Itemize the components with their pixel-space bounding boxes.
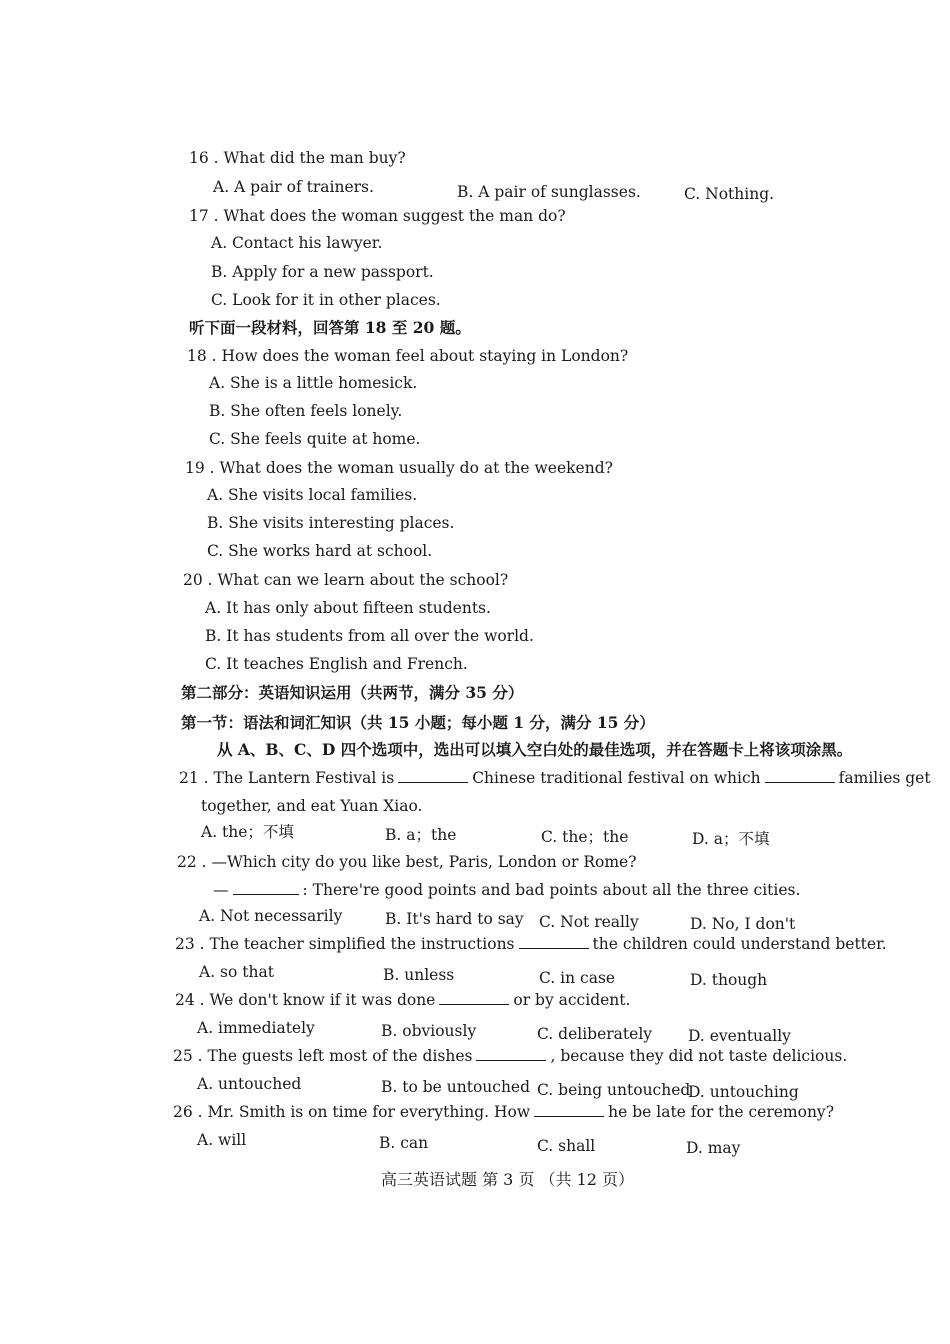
q20-option-b: B. It has students from all over the world. <box>205 627 534 645</box>
section1-heading: 第一节：语法和词汇知识（共 15 小题；每小题 1 分，满分 15 分） <box>181 713 655 732</box>
q24-option-c: C. deliberately <box>537 1025 653 1043</box>
q16-option-c: C. Nothing. <box>684 185 775 203</box>
q25-option-c: C. being untouched <box>537 1081 691 1099</box>
q24-stem-part1: 24 . We don't know if it was done <box>175 991 436 1009</box>
q20-option-a: A. It has only about fifteen students. <box>205 599 491 617</box>
q24-option-b: B. obviously <box>381 1022 477 1040</box>
q25-stem-part2: , because they did not taste delicious. <box>550 1047 848 1065</box>
q23-option-a: A. so that <box>199 963 274 981</box>
q20-option-c: C. It teaches English and French. <box>205 655 468 673</box>
q17-option-b: B. Apply for a new passport. <box>211 263 434 281</box>
q21-stem <box>179 768 931 788</box>
q25-blank <box>476 1046 546 1061</box>
q21-option-d: D. a；不填 <box>692 830 770 848</box>
q25-stem <box>173 1046 847 1066</box>
q21-option-a: A. the；不填 <box>201 823 294 841</box>
q19-option-c: C. She works hard at school. <box>207 542 433 560</box>
q22-option-c: C. Not really <box>539 913 639 931</box>
q17-stem: 17 . What does the woman suggest the man do? <box>189 207 566 225</box>
q23-stem-part2: the children could understand better. <box>592 935 887 953</box>
q26-stem-part1: 26 . Mr. Smith is on time for everything. How <box>173 1103 531 1121</box>
q22-option-b: B. It's hard to say <box>385 910 524 928</box>
q24-blank <box>439 990 509 1005</box>
q21-blank-1 <box>398 768 468 783</box>
q18-option-a: A. She is a little homesick. <box>209 374 418 392</box>
q21-option-b: B. a；the <box>385 826 457 844</box>
section1-instruction: 从 A、B、C、D 四个选项中，选出可以填入空白处的最佳选项，并在答题卡上将该项涂黑。 <box>217 740 853 759</box>
q22-reply-dash: — <box>213 881 229 899</box>
q16-option-b: B. A pair of sunglasses. <box>457 183 641 201</box>
q21-stem-part3: families get <box>838 769 931 787</box>
q21-blank-2 <box>765 768 835 783</box>
q26-option-c: C. shall <box>537 1137 596 1155</box>
q23-blank <box>519 934 589 949</box>
q21-option-c: C. the；the <box>541 828 629 846</box>
q25-stem-part1: 25 . The guests left most of the dishes <box>173 1047 473 1065</box>
q20-stem: 20 . What can we learn about the school? <box>183 571 509 589</box>
q26-option-a: A. will <box>197 1131 247 1149</box>
q24-option-a: A. immediately <box>197 1019 315 1037</box>
q26-blank <box>534 1102 604 1117</box>
q18-stem: 18 . How does the woman feel about staying in London? <box>187 347 629 365</box>
q21-stem-continued: together, and eat Yuan Xiao. <box>201 797 423 815</box>
q22-option-a: A. Not necessarily <box>199 907 343 925</box>
q21-stem-part2: Chinese traditional festival on which <box>472 769 761 787</box>
q22-reply-text: : There're good points and bad points about all the three cities. <box>302 881 801 899</box>
q26-option-d: D. may <box>686 1139 741 1157</box>
q16-option-a: A. A pair of trainers. <box>213 178 374 196</box>
q22-reply <box>213 880 800 900</box>
page-footer: 高三英语试题 第 3 页 （共 12 页） <box>381 1170 635 1189</box>
q25-option-d: D. untouching <box>688 1083 799 1101</box>
q22-option-d: D. No, I don't <box>690 915 796 933</box>
q24-stem-part2: or by accident. <box>513 991 631 1009</box>
q23-option-b: B. unless <box>383 966 455 984</box>
q19-option-a: A. She visits local families. <box>207 486 418 504</box>
q19-stem: 19 . What does the woman usually do at the weekend? <box>185 459 613 477</box>
q25-option-a: A. untouched <box>197 1075 302 1093</box>
q26-option-b: B. can <box>379 1134 429 1152</box>
q22-blank <box>233 880 299 895</box>
q23-stem <box>175 934 887 954</box>
q24-stem <box>175 990 630 1010</box>
q18-option-b: B. She often feels lonely. <box>209 402 403 420</box>
q26-stem <box>173 1102 834 1122</box>
q23-option-c: C. in case <box>539 969 616 987</box>
q22-stem: 22 . —Which city do you like best, Paris, London or Rome? <box>177 853 637 871</box>
q21-stem-part1: 21 . The Lantern Festival is <box>179 769 395 787</box>
q17-option-a: A. Contact his lawyer. <box>211 234 383 252</box>
q23-option-d: D. though <box>690 971 768 989</box>
q17-option-c: C. Look for it in other places. <box>211 291 441 309</box>
q16-stem: 16 . What did the man buy? <box>189 149 406 167</box>
q18-option-c: C. She feels quite at home. <box>209 430 421 448</box>
q19-option-b: B. She visits interesting places. <box>207 514 455 532</box>
q23-stem-part1: 23 . The teacher simplified the instructions <box>175 935 515 953</box>
q25-option-b: B. to be untouched <box>381 1078 531 1096</box>
part2-heading: 第二部分：英语知识运用（共两节，满分 35 分） <box>181 683 524 702</box>
q24-option-d: D. eventually <box>688 1027 791 1045</box>
q26-stem-part2: he be late for the ceremony? <box>608 1103 835 1121</box>
section-heading-18-20: 听下面一段材料，回答第 18 至 20 题。 <box>189 318 471 337</box>
